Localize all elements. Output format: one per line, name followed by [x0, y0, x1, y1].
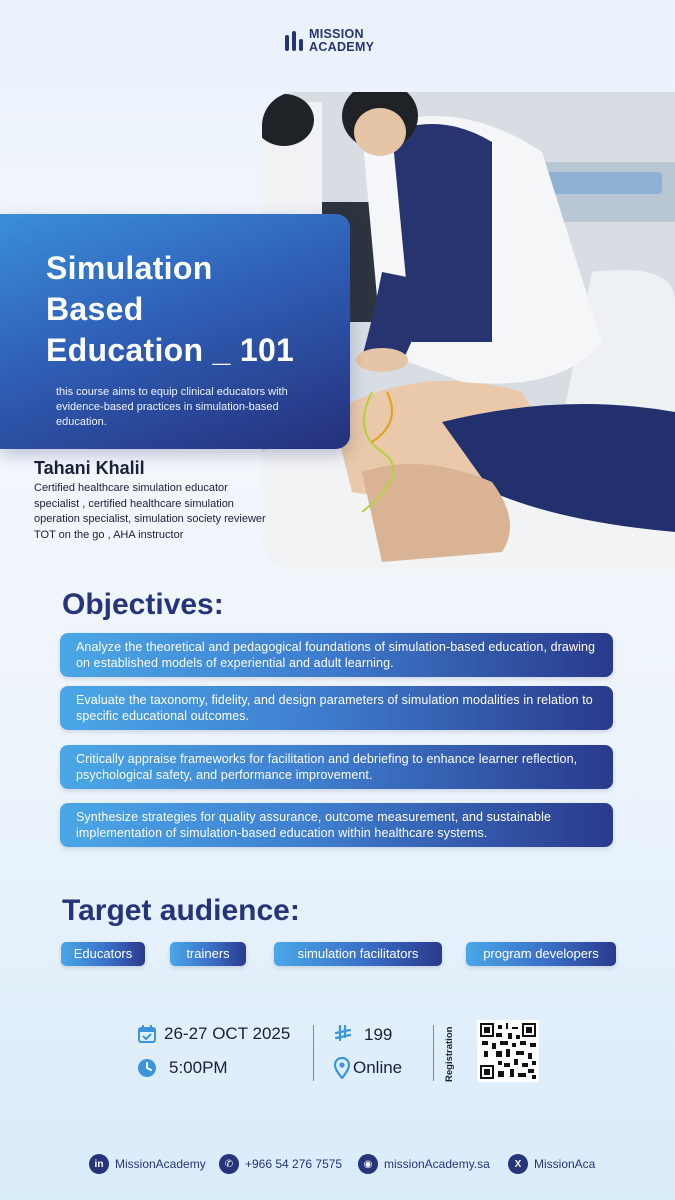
- objectives-heading: Objectives:: [62, 588, 224, 621]
- event-price: 199: [364, 1025, 393, 1044]
- qr-code-icon[interactable]: [477, 1020, 539, 1082]
- location-pin-icon: [334, 1057, 350, 1079]
- info-divider-2: [433, 1025, 434, 1081]
- instructor-bio: Certified healthcare simulation educator specialist , certified healthcare simulation operation specialist, simulation society reviewer TOT on the go , AHA instructor: [34, 482, 266, 541]
- registration-label: Registration: [444, 1026, 455, 1082]
- logo-mark-icon: [285, 31, 303, 51]
- event-time: 5:00PM: [169, 1058, 228, 1077]
- objective-item-2: Evaluate the taxonomy, fidelity, and design parameters of simulation modalities in relation to specific educational outcomes.: [60, 686, 613, 730]
- whatsapp-icon: ✆: [219, 1154, 239, 1174]
- brand-name: [309, 28, 374, 54]
- website-url: missionAcademy.sa: [384, 1157, 490, 1171]
- course-title: [46, 248, 330, 371]
- info-divider-1: [313, 1025, 314, 1081]
- audience-heading: Target audience:: [62, 894, 300, 927]
- footer-x[interactable]: [508, 1154, 595, 1174]
- brand-logo: [285, 28, 374, 54]
- course-title-line-3: Education _ 101: [46, 332, 295, 368]
- x-handle: MissionAca: [534, 1157, 596, 1171]
- course-title-line-1: Simulation: [46, 250, 213, 286]
- x-icon: X: [508, 1154, 528, 1174]
- footer-linkedin[interactable]: [89, 1154, 206, 1174]
- riyal-icon: [333, 1024, 353, 1044]
- linkedin-handle: MissionAcademy: [115, 1157, 206, 1171]
- whatsapp-number: +966 54 276 7575: [245, 1157, 343, 1171]
- clock-icon: [136, 1057, 158, 1079]
- calendar-icon: [137, 1024, 157, 1044]
- instructor-name: Tahani Khalil: [34, 458, 145, 478]
- brand-line-1: MISSION: [309, 27, 364, 41]
- footer-whatsapp[interactable]: [219, 1154, 342, 1174]
- course-description: this course aims to equip clinical educators with evidence-based practices in simulation-based education.: [56, 386, 288, 428]
- linkedin-icon: in: [89, 1154, 109, 1174]
- event-mode: Online: [353, 1058, 403, 1077]
- audience-chip-trainers: trainers: [170, 942, 246, 966]
- audience-chip-facilitators: simulation facilitators: [274, 942, 442, 966]
- objective-item-1: Analyze the theoretical and pedagogical foundations of simulation-based education, drawing on established models of experiential and adult learning.: [60, 633, 613, 677]
- course-title-line-2: Based: [46, 291, 144, 327]
- globe-icon: ◉: [358, 1154, 378, 1174]
- audience-chip-educators: Educators: [61, 942, 145, 966]
- objective-item-3: Critically appraise frameworks for facilitation and debriefing to enhance learner reflection, psychological safety, and performance improvement.: [60, 745, 613, 789]
- footer-website[interactable]: [358, 1154, 490, 1174]
- course-title-card: [0, 214, 350, 449]
- objective-item-4: Synthesize strategies for quality assurance, outcome measurement, and sustainable implementation of simulation-based education within healthcare systems.: [60, 803, 613, 847]
- event-date: 26-27 OCT 2025: [164, 1024, 291, 1043]
- audience-chip-developers: program developers: [466, 942, 616, 966]
- brand-line-2: ACADEMY: [309, 40, 375, 54]
